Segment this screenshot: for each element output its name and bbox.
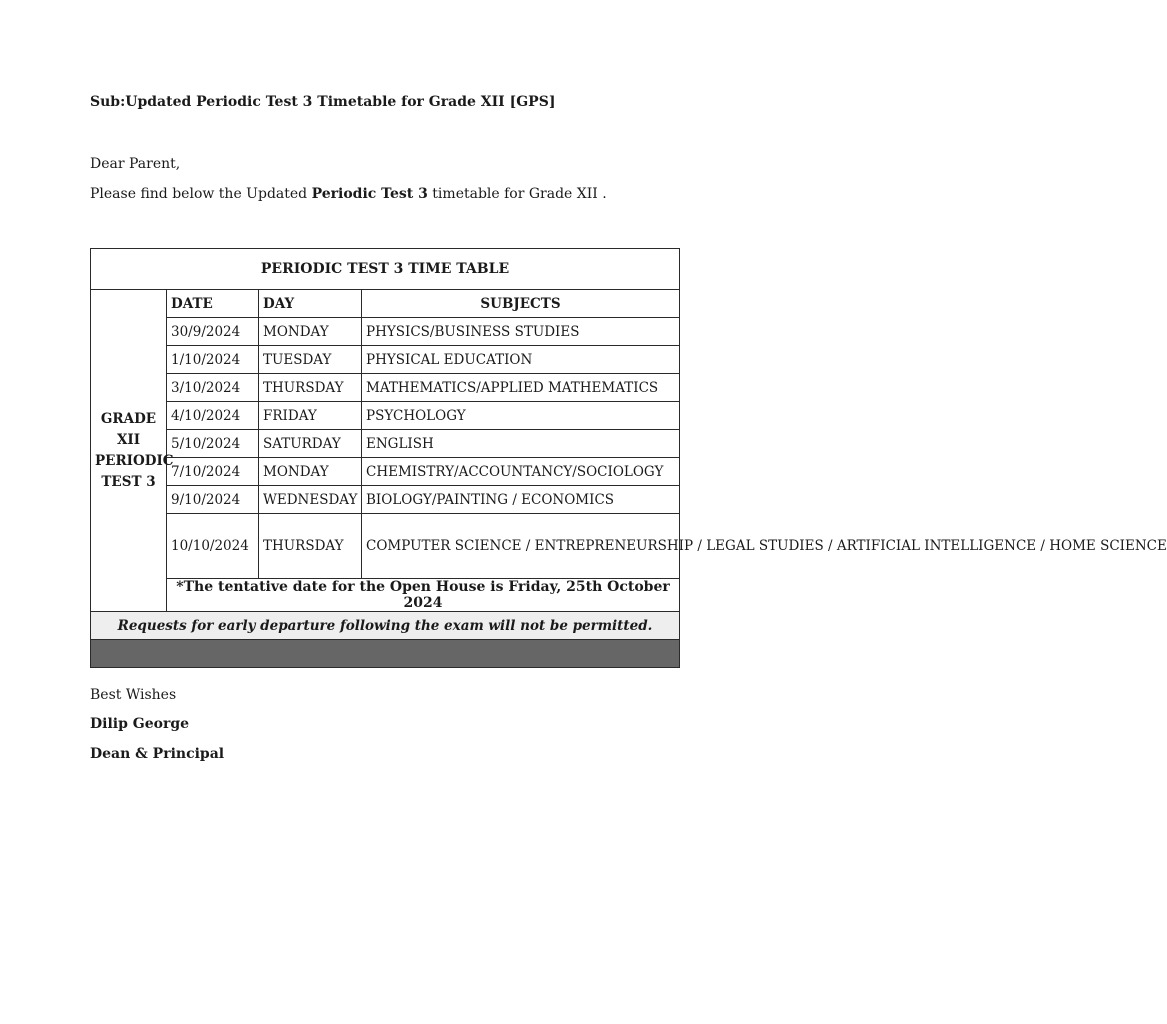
signer-name: Dilip George (90, 716, 190, 732)
row-subjects: PHYSICAL EDUCATION (362, 346, 680, 374)
early-departure-note: Requests for early departure following the exam will not be permitted. (91, 612, 680, 640)
row-date: 3/10/2024 (167, 374, 259, 402)
closing: Best Wishes (90, 687, 177, 703)
grade-label (91, 290, 174, 612)
signer-title: Dean & Principal (90, 746, 225, 762)
intro-text-bold: Periodic Test 3 (311, 186, 428, 202)
table-row (91, 318, 680, 346)
row-day: FRIDAY (259, 402, 362, 430)
row-day: THURSDAY (259, 514, 362, 579)
row-date: 10/10/2024 (167, 514, 259, 579)
row-date: 5/10/2024 (167, 430, 259, 458)
header-subjects: SUBJECTS (362, 290, 680, 318)
subject-line: Sub:Updated Periodic Test 3 Timetable for Grade XII [GPS] (90, 94, 556, 110)
row-day: SATURDAY (259, 430, 362, 458)
open-house-note: *The tentative date for the Open House is Friday, 25th October 2024 (167, 579, 680, 612)
row-subjects: MATHEMATICS/APPLIED MATHEMATICS (362, 374, 680, 402)
grade-label-line: GRADE (100, 410, 157, 427)
row-day: THURSDAY (259, 374, 362, 402)
timetable (90, 248, 1167, 668)
table-row (91, 402, 680, 430)
header-day: DAY (259, 290, 362, 318)
table-row (91, 346, 680, 374)
row-date: 7/10/2024 (167, 458, 259, 486)
row-date: 1/10/2024 (167, 346, 259, 374)
row-date: 30/9/2024 (167, 318, 259, 346)
row-subjects: COMPUTER SCIENCE / ENTREPRENEURSHIP / LEGAL STUDIES / ARTIFICIAL INTELLIGENCE / HOME SCIENCE (362, 514, 680, 579)
timetable-title: PERIODIC TEST 3 TIME TABLE (91, 249, 680, 290)
row-subjects: PHYSICS/BUSINESS STUDIES (362, 318, 680, 346)
footer-bar (91, 640, 680, 668)
table-row (91, 458, 680, 486)
table-row (91, 430, 680, 458)
table-row (91, 374, 680, 402)
table-row (91, 486, 680, 514)
grade-label-line: TEST 3 (101, 473, 156, 490)
intro-text-after: timetable for Grade XII . (427, 186, 607, 202)
row-date: 4/10/2024 (167, 402, 259, 430)
salutation: Dear Parent, (90, 156, 181, 172)
row-day: TUESDAY (259, 346, 362, 374)
row-subjects: BIOLOGY/PAINTING / ECONOMICS (362, 486, 680, 514)
intro-text-before: Please find below the Updated (90, 186, 312, 202)
grade-label-line: PERIODIC (95, 452, 174, 469)
table-row (91, 514, 680, 579)
row-day: WEDNESDAY (259, 486, 362, 514)
row-subjects: PSYCHOLOGY (362, 402, 680, 430)
grade-label-line: XII (116, 431, 141, 448)
row-date: 9/10/2024 (167, 486, 259, 514)
row-day: MONDAY (259, 458, 362, 486)
row-subjects: ENGLISH (362, 430, 680, 458)
header-date: DATE (167, 290, 259, 318)
intro-paragraph (90, 186, 607, 202)
row-subjects: CHEMISTRY/ACCOUNTANCY/SOCIOLOGY (362, 458, 680, 486)
row-day: MONDAY (259, 318, 362, 346)
